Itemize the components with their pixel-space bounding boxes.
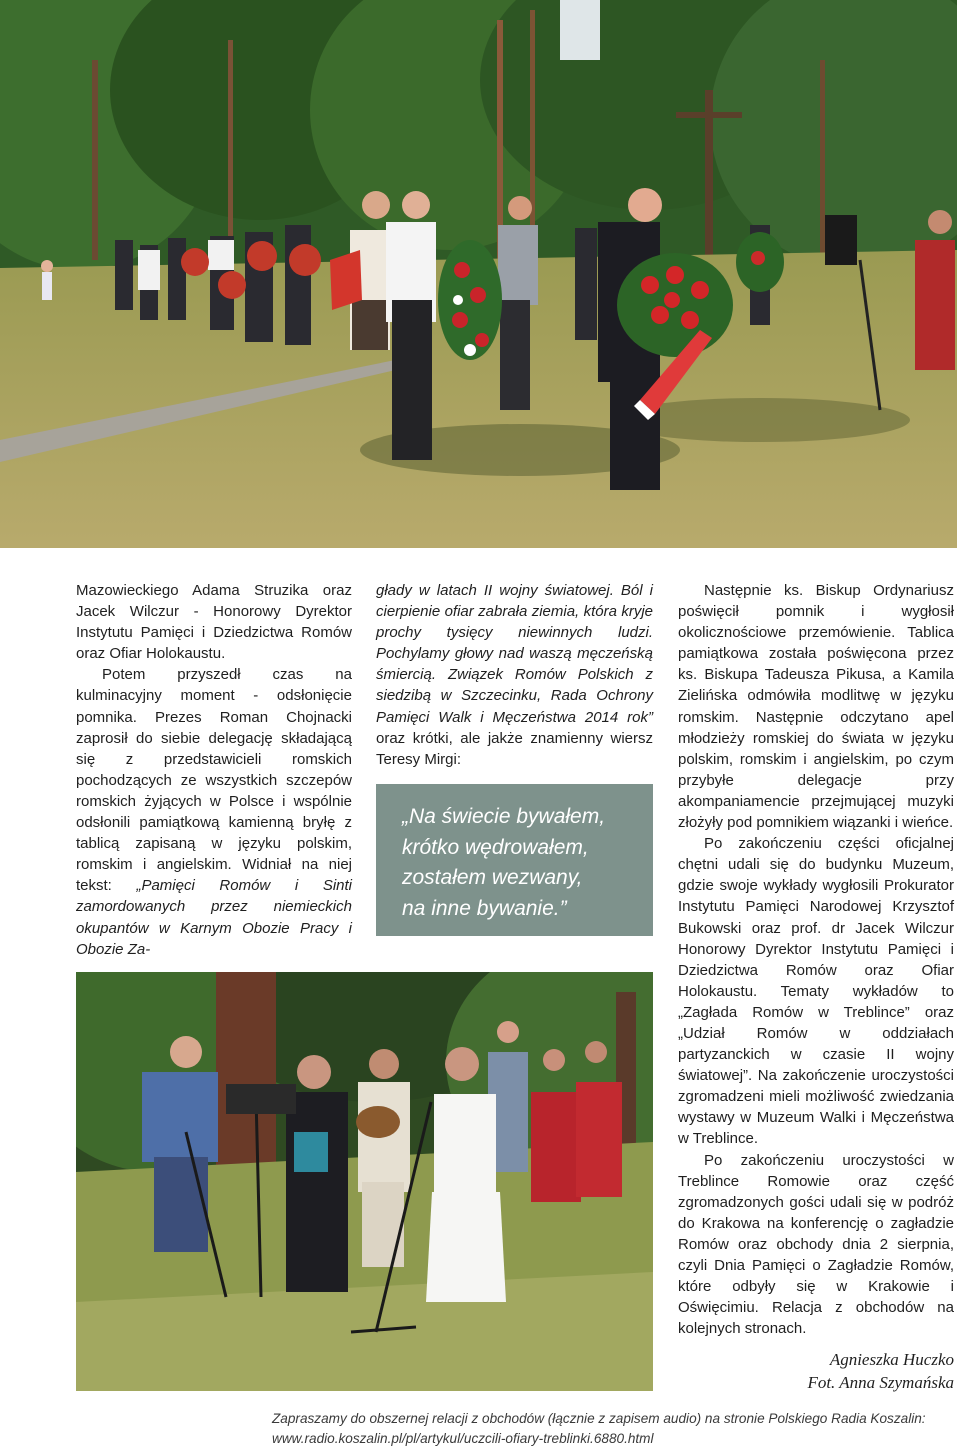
footer-link[interactable]: www.radio.koszalin.pl/pl/artykul/uczcili-ofiary-treblinki.6880.html <box>272 1431 654 1446</box>
ceremony-photo <box>0 0 957 548</box>
column2-paragraph-1 <box>376 580 653 770</box>
footer-note <box>272 1409 956 1446</box>
column1-paragraph-1: Mazowieckiego Adama Struzika oraz Jacek Wilczur - Honorowy Dyrektor Instytutu Pamięci i Dziedzictwa Romów oraz Ofiar Holokaustu. <box>76 582 352 663</box>
poem-line-4: na inne bywanie.” <box>402 896 567 920</box>
photo-credit: Fot. Anna Szymańska <box>807 1373 954 1392</box>
footer-invitation: Zapraszamy do obszernej relacji z obchodów (łącznie z zapisem audio) na stronie Polskiego Radia Koszalin: <box>272 1411 926 1426</box>
article-column-1 <box>76 580 352 960</box>
column3-paragraph-2: Po zakończeniu części oficjalnej chętni udali się do budynku Muzeum, gdzie swoje wykłady wygłosili Prokurator Instytutu Pamięci Narodowej Krzysztof Bukowski oraz prof. dr Jacek Wilczur Honorowy Dyrektor Instytutu Pamięci i Dziedzictwa Romów oraz Ofiar Holokaustu. Tematy wykładów to „Zagłada Romów w Treblince” oraz „Udział Romów w oddziałach partyzanckich w czasie II wojny światowej”. Na zakończenie uroczystości zgromadzeni mieli możliwość zwiedzania wystawy w Muzeum Walki i Męczeństwa w Treblince. <box>678 835 954 1148</box>
poem-line-3: zostałem wezwany, <box>402 866 583 889</box>
monument-inscription-continued: głady w latach II wojny światowej. Ból i cierpienie ofiar zabrała ziemia, która kryje prochy tysięcy niewinnych ludzi. Pochylamy głowy nad waszą męczeńską śmiercią. Związek Romów Polskich z siedzibą w Szczecinku, Rada Ochrony Pamięci Walk i Męczeństwa 2014 rok” <box>376 582 653 726</box>
article-signature <box>700 1348 954 1394</box>
column2-paragraph-1-text: oraz krótki, ale jakże znamienny wiersz Teresy Mirgi: <box>376 729 653 768</box>
author-name: Agnieszka Huczko <box>829 1350 954 1369</box>
monument-inscription: „Pamięci Romów i Sinti zamordowanych przez niemieckich okupantów w Karnym Obozie Pracy i Obozie Za- <box>76 877 352 958</box>
article-column-3 <box>678 580 954 1339</box>
column1-paragraph-2-text: Potem przyszedł czas na kulminacyjny moment - odsłonięcie pomnika. Prezes Roman Chojnacki zaprosił do siebie delegację składającą się z przedstawicieli romskich pochodzących ze wszystkich szczepów romskich żyjących w Polsce i wspólnie odsłonili pamiątkową kamienną bryłę z tablicą zapisaną w języku polskim, romskim i angielskim. Widniał na niej tekst: <box>76 666 352 895</box>
column3-paragraph-3: Po zakończeniu uroczystości w Treblince Romowie oraz część zgromadzonych gości udali się w podróż do Krakowa na konferencję o zagładzie Romów oraz obchody dnia 2 sierpnia, czyli Dnia Pamięci o Zagładzie Romów, które odbyły się w Krakowie i Oświęcimiu. Relacja z obchodów na kolejnych stronach. <box>678 1151 954 1338</box>
poem-line-1: „Na świecie bywałem, <box>402 805 606 828</box>
poem-line-2: krótko wędrowałem, <box>402 835 589 859</box>
article-column-2 <box>376 580 653 770</box>
performance-photo <box>76 972 653 1391</box>
column3-paragraph-1: Następnie ks. Biskup Ordynariusz poświęcił pomnik i wygłosił okolicznościowe przemówienie. Tablica pamiątkowa została poświęcona przez ks. Biskupa Tadeusza Pikusa, a Kamila Zielińska odmówiła modlitwę w języku romskim. Następnie odczytano apel młodzieży romskiej do świata w języku polskim, romskim i angielskim, po czym przybyłe delegacje przy akompaniamencie przejmującej muzyki złożyły pod pomnikiem wiązanki i wieńce. <box>678 582 954 832</box>
poem-quote-box <box>376 784 653 936</box>
column1-paragraph-2 <box>76 664 352 959</box>
